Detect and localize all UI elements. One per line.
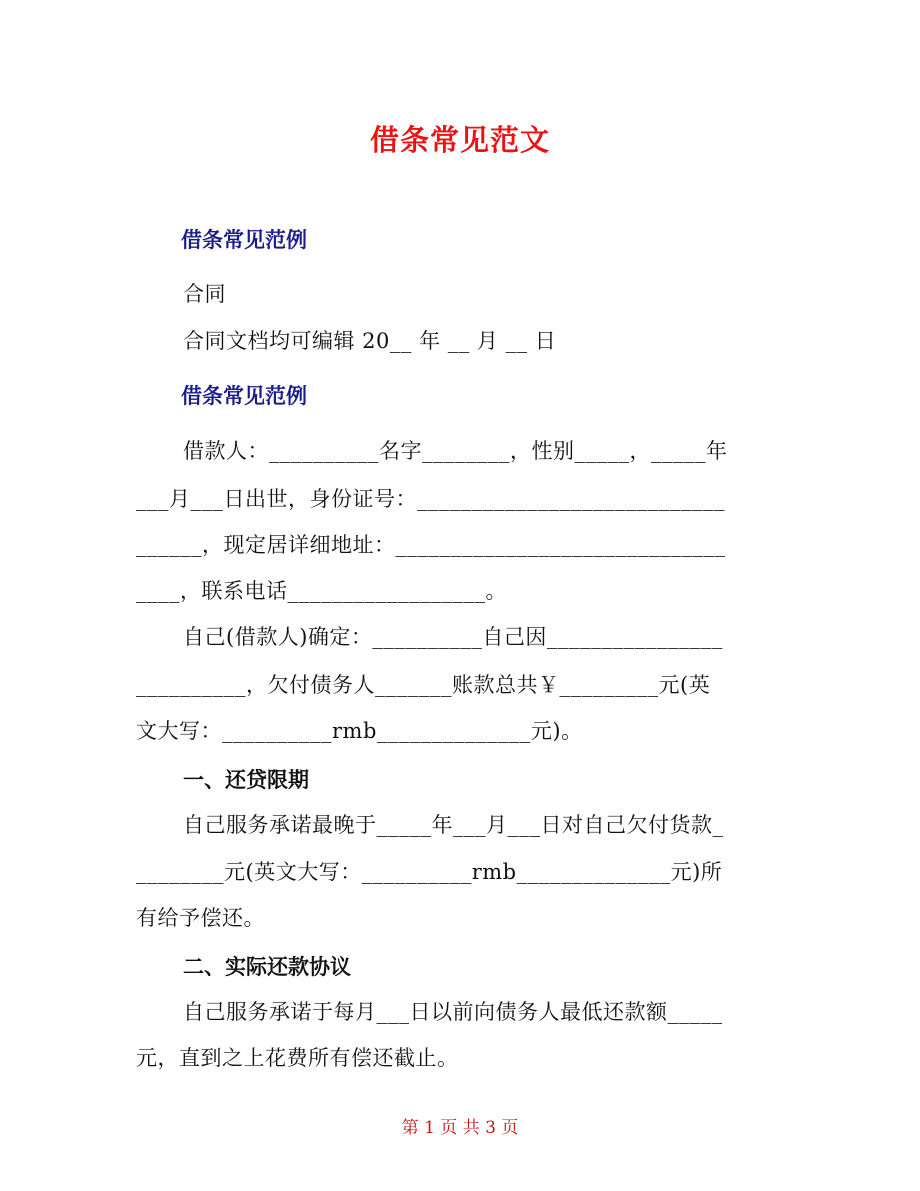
- section-heading-2: 借条常见范例: [181, 384, 307, 408]
- paragraph-1-line-2: ___月___日出世，身份证号：____________________________: [136, 487, 725, 511]
- paragraph-1-line-4: ____，联系电话__________________。: [136, 579, 507, 603]
- paragraph-3-line-1: 自己服务承诺最晚于_____年___月___日对自己欠付货款_: [183, 813, 724, 837]
- paragraph-2-line-2: __________，欠付债务人_______账款总共￥_________元(英: [136, 673, 711, 697]
- section-repayment-deadline: 一、还贷限期: [183, 768, 309, 792]
- paragraph-4-line-1: 自己服务承诺于每月___日以前向债务人最低还款额_____: [183, 1000, 723, 1024]
- paragraph-3-line-3: 有给予偿还。: [136, 906, 265, 930]
- editable-date-line: 合同文档均可编辑 20__ 年 __ 月 __ 日: [183, 329, 557, 353]
- paragraph-4-line-2: 元，直到之上花费所有偿还截止。: [136, 1046, 459, 1070]
- paragraph-1-line-1: 借款人：__________名字________，性别_____，_____年: [183, 439, 728, 463]
- section-heading-1: 借条常见范例: [181, 228, 307, 252]
- paragraph-2-line-1: 自己(借款人)确定：__________自己因________________: [183, 625, 723, 649]
- paragraph-1-line-3: ______，现定居详细地址：______________________________: [136, 533, 726, 557]
- paragraph-3-line-2: ________元(英文大写：__________rmb______________元)所: [136, 860, 723, 884]
- document-title: 借条常见范文: [369, 123, 550, 157]
- paragraph-2-line-3: 文大写：__________rmb______________元)。: [136, 719, 583, 743]
- page-number-footer: 第 1 页 共 3 页: [401, 1118, 519, 1138]
- section-repayment-agreement: 二、实际还款协议: [183, 955, 351, 979]
- contract-line: 合同: [183, 282, 226, 306]
